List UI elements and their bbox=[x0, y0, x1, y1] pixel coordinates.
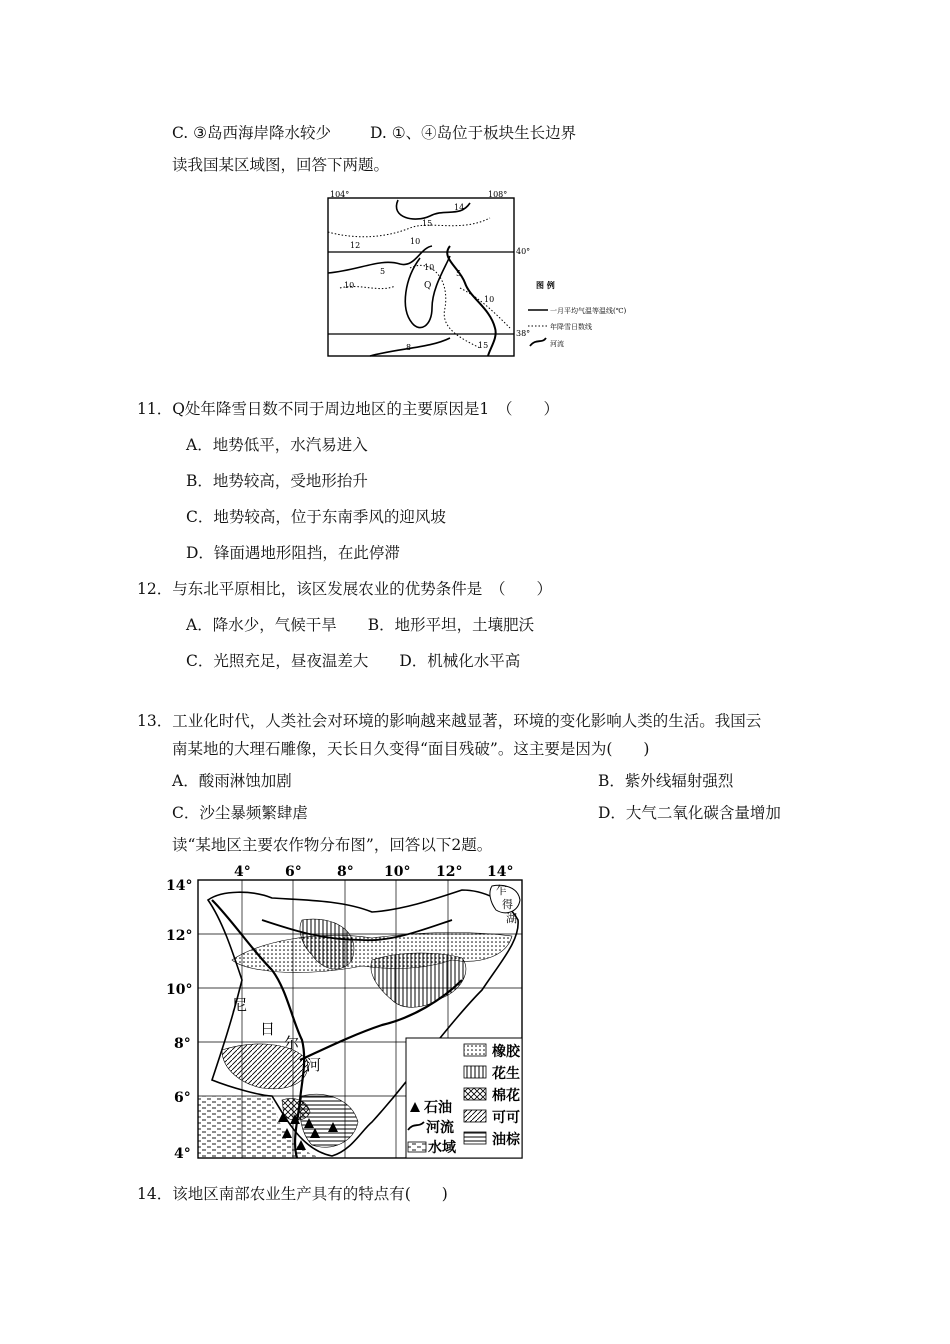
q12-options-row2: C．光照充足，昼夜温差大 D．机械化水平高 bbox=[186, 652, 521, 670]
map1-svg bbox=[320, 188, 700, 360]
q11-option-c: C．地势较高，位于东南季风的迎风坡 bbox=[186, 508, 446, 526]
q13-option-c: C．沙尘暴频繁肆虐 bbox=[172, 804, 308, 822]
map2-lat-label: 6° bbox=[174, 1090, 191, 1106]
map2-lat-label: 14° bbox=[166, 878, 193, 894]
map1-label: 10 bbox=[410, 237, 421, 246]
map2-lon-label: 6° bbox=[285, 864, 302, 880]
map2-lat-label: 10° bbox=[166, 982, 193, 998]
map2-legend-item: 可可 bbox=[492, 1110, 520, 1126]
q13-option-d: D．大气二氧化碳含量增加 bbox=[598, 804, 781, 822]
map1-legend-item: 年降雪日数线 bbox=[550, 323, 592, 331]
q11-stem: 11．Q处年降雪日数不同于周边地区的主要原因是1 （ ） bbox=[137, 400, 560, 418]
map1-label: 15 bbox=[478, 341, 489, 350]
map1-legend-item: 一月平均气温等温线(℃) bbox=[550, 307, 627, 315]
map2-lon-label: 14° bbox=[487, 864, 514, 880]
map1-lon-right: 108° bbox=[488, 190, 508, 199]
map2-lake-label: 湖 bbox=[506, 912, 517, 925]
map1-label: 8 bbox=[406, 343, 412, 352]
map2-lat-label: 4° bbox=[174, 1146, 191, 1162]
q10-option-d: D. ①、④岛位于板块生长边界 bbox=[370, 124, 577, 142]
map2-lake-label: 乍 bbox=[496, 884, 507, 897]
map1-figure bbox=[320, 188, 700, 360]
map2-legend-item: 水域 bbox=[428, 1140, 456, 1156]
map2-lon-label: 8° bbox=[337, 864, 354, 880]
map2-intro: 读“某地区主要农作物分布图”，回答以下2题。 bbox=[172, 836, 493, 854]
map1-label: 12 bbox=[350, 241, 361, 250]
map1-label-q: Q bbox=[424, 281, 432, 291]
map2-river-label: 河 bbox=[306, 1056, 322, 1074]
map2-lat-label: 8° bbox=[174, 1036, 191, 1052]
map1-snowline bbox=[328, 218, 490, 237]
map1-lat-top: 40° bbox=[516, 247, 531, 256]
map1-label: 14 bbox=[454, 203, 465, 212]
map2-lon-label: 4° bbox=[234, 864, 251, 880]
map2-lon-label: 10° bbox=[384, 864, 411, 880]
q11-option-b: B．地势较高，受地形抬升 bbox=[186, 472, 368, 490]
map2-peanut-region bbox=[371, 953, 466, 1007]
map1-label: 5 bbox=[380, 267, 386, 276]
map1-label: 10 bbox=[484, 295, 495, 304]
q11-option-a: A．地势低平，水汽易进入 bbox=[186, 436, 368, 454]
map2-lat-label: 12° bbox=[166, 928, 193, 944]
map1-snowline bbox=[410, 265, 480, 348]
q13-stem-line1: 13．工业化时代，人类社会对环境的影响越来越显著，环境的变化影响人类的生活。我国云 bbox=[137, 712, 762, 730]
map2-svg bbox=[162, 860, 532, 1162]
map2-legend-item: 河流 bbox=[426, 1120, 454, 1136]
map1-label: 15 bbox=[422, 219, 433, 228]
map1-label: 10 bbox=[424, 263, 435, 272]
map1-intro: 读我国某区域图，回答下两题。 bbox=[172, 156, 390, 174]
map1-legend-title: 图 例 bbox=[536, 280, 555, 290]
map1-label: 5 bbox=[456, 269, 462, 278]
map2-river-label: 尼 bbox=[232, 996, 248, 1014]
q10-option-c: C. ③岛西海岸降水较少 bbox=[172, 124, 332, 142]
map2-river-label: 日 bbox=[260, 1020, 276, 1038]
q13-option-b: B．紫外线辐射强烈 bbox=[598, 772, 734, 790]
map2-legend-item: 花生 bbox=[492, 1066, 520, 1082]
map2-lon-label: 12° bbox=[436, 864, 463, 880]
q11-option-d: D．锋面遇地形阻挡，在此停滞 bbox=[186, 544, 400, 562]
map2-lake-label: 得 bbox=[502, 898, 513, 911]
map1-lat-bottom: 38° bbox=[516, 329, 531, 338]
q14-stem: 14．该地区南部农业生产具有的特点有( ) bbox=[137, 1185, 448, 1203]
q12-stem: 12．与东北平原相比，该区发展农业的优势条件是 （ ） bbox=[137, 580, 552, 598]
map1-label: 10 bbox=[344, 281, 355, 290]
map2-legend-item: 棉花 bbox=[492, 1088, 520, 1104]
q13-option-a: A．酸雨淋蚀加剧 bbox=[172, 772, 292, 790]
map2-figure bbox=[162, 860, 532, 1162]
map1-lon-left: 104° bbox=[330, 190, 350, 199]
map2-river-label: 尔 bbox=[284, 1034, 300, 1052]
q12-options-row1: A．降水少，气候干旱 B．地形平坦，土壤肥沃 bbox=[186, 616, 535, 634]
map2-legend-item: 石油 bbox=[424, 1100, 452, 1116]
map2-legend-item: 橡胶 bbox=[492, 1044, 520, 1060]
map2-legend-item: 油棕 bbox=[492, 1132, 520, 1148]
q13-stem-line2: 南某地的大理石雕像，天长日久变得“面目残破”。这主要是因为( ) bbox=[172, 740, 650, 758]
map1-legend-item: 河流 bbox=[550, 340, 564, 348]
